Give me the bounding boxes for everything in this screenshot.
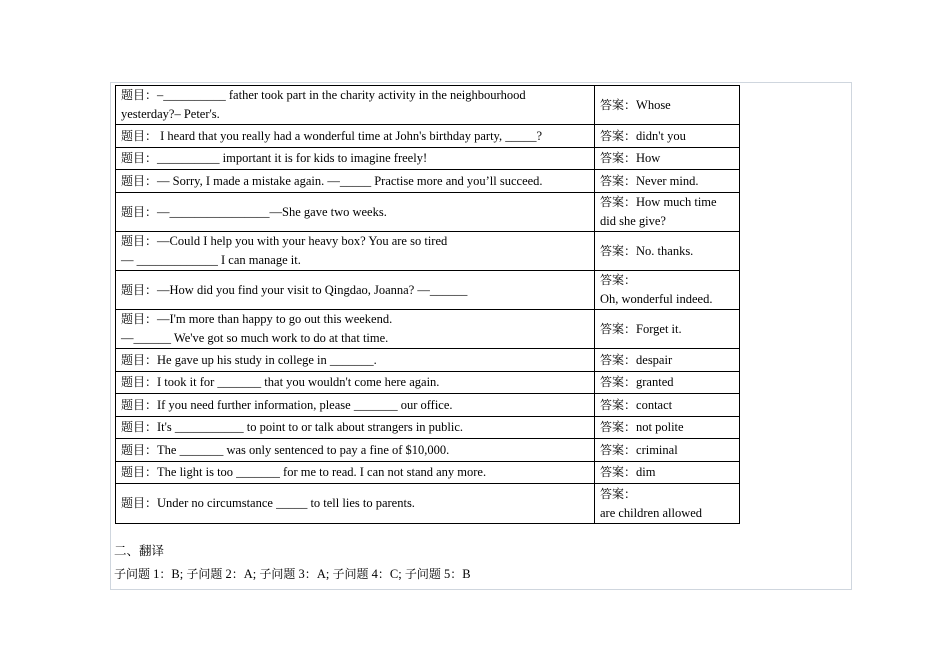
- answer-label: 答案：: [600, 243, 637, 258]
- question-label: 题目：: [121, 204, 158, 219]
- sub-question-prefix: 子问题: [259, 567, 296, 581]
- question-cell: [116, 271, 595, 310]
- question-label: 题目：: [121, 282, 158, 297]
- qa-table-body: [116, 86, 740, 524]
- question-label: 题目：: [121, 88, 158, 102]
- question-text: [121, 463, 589, 482]
- sub-question-colon: ：: [377, 567, 390, 581]
- table-row: [116, 439, 740, 462]
- question-label: 题目：: [121, 465, 158, 479]
- question-cell: [116, 148, 595, 170]
- question-label: 题目：: [121, 173, 158, 188]
- table-row: [116, 394, 740, 417]
- question-line: I took it for _______ that you wouldn't come here again.: [157, 375, 440, 389]
- question-line: —Could I help you with your heavy box? You are so tired: [157, 234, 448, 248]
- sub-question-prefix: 子问题: [186, 567, 223, 581]
- sub-question-item: 子问题 1：B;: [114, 567, 187, 581]
- question-label: 题目：: [121, 312, 158, 326]
- question-line: Under no circumstance _____ to tell lies to parents.: [157, 496, 415, 510]
- answer-text: [600, 320, 734, 339]
- question-line: He gave up his study in college in _______.: [157, 352, 377, 367]
- sub-question-colon: ：: [450, 567, 463, 581]
- question-label: 题目：: [121, 375, 158, 389]
- question-text: [121, 351, 589, 370]
- question-text: [121, 172, 589, 191]
- answer-line: Never mind.: [636, 173, 699, 188]
- table-row: [116, 271, 740, 310]
- sub-question-colon: ：: [159, 567, 172, 581]
- question-text: [121, 149, 589, 168]
- question-cell: [116, 394, 595, 417]
- answer-cell: [595, 484, 740, 524]
- answer-cell: [595, 170, 740, 193]
- sub-question-answers: [114, 565, 471, 582]
- question-label: 题目：: [121, 352, 158, 367]
- sub-question-colon: ：: [231, 567, 244, 581]
- answer-text: [600, 290, 734, 309]
- answer-text: [600, 149, 734, 168]
- question-cell: [116, 372, 595, 394]
- sub-question-answer: A: [243, 567, 253, 581]
- question-label: 题目：: [121, 234, 158, 248]
- question-line: — _____________ I can manage it.: [121, 253, 301, 267]
- answer-cell: [595, 125, 740, 148]
- sub-question-number: 4: [371, 567, 378, 581]
- answer-text: [600, 127, 734, 146]
- question-text: [121, 329, 589, 348]
- answer-label: 答案：: [600, 420, 637, 434]
- question-line: —How did you find your visit to Qingdao, Joanna? —______: [157, 282, 468, 297]
- answer-label: 答案：: [600, 352, 637, 367]
- answer-cell: [595, 271, 740, 310]
- question-label: 题目：: [121, 128, 158, 143]
- sub-question-item: 子问题 2：A;: [186, 567, 260, 581]
- sub-question-item: 子问题 4：C;: [332, 567, 405, 581]
- table-row: [116, 462, 740, 484]
- answer-cell: [595, 462, 740, 484]
- question-label: 题目：: [121, 397, 158, 412]
- answer-cell: [595, 394, 740, 417]
- sub-question-answer: B: [171, 567, 180, 581]
- question-cell: [116, 86, 595, 125]
- question-line: If you need further information, please _______ our office.: [157, 397, 453, 412]
- sub-question-prefix: 子问题: [332, 567, 369, 581]
- answer-cell: [595, 148, 740, 170]
- table-row: [116, 170, 740, 193]
- table-row: [116, 193, 740, 232]
- table-row: [116, 125, 740, 148]
- question-cell: [116, 170, 595, 193]
- answer-cell: [595, 372, 740, 394]
- table-row: [116, 372, 740, 394]
- answer-text: [600, 396, 734, 415]
- answer-text: [600, 212, 734, 231]
- question-text: [121, 127, 589, 146]
- question-text: [121, 396, 589, 415]
- sub-question-item: 子问题 3：A;: [259, 567, 333, 581]
- answer-text: [600, 418, 734, 437]
- answer-line: granted: [636, 375, 674, 389]
- question-line: __________ important it is for kids to imagine freely!: [157, 151, 428, 165]
- question-cell: [116, 484, 595, 524]
- question-text: [121, 418, 589, 437]
- answer-line: not polite: [636, 420, 684, 434]
- answer-text: [600, 463, 734, 482]
- sub-question-prefix: 子问题: [404, 567, 441, 581]
- sub-question-number: 1: [153, 567, 160, 581]
- answer-line: No. thanks.: [636, 243, 694, 258]
- answer-text: [600, 373, 734, 392]
- answer-label: 答案：: [600, 465, 637, 479]
- question-text: [121, 281, 589, 300]
- answer-label: 答案：: [600, 486, 637, 501]
- question-text: [121, 232, 589, 251]
- answer-cell: [595, 417, 740, 439]
- sub-question-answer: B: [462, 567, 471, 581]
- sub-question-colon: ：: [304, 567, 317, 581]
- question-cell: [116, 193, 595, 232]
- question-text: [121, 310, 589, 329]
- question-line: yesterday?– Peter's.: [121, 107, 220, 121]
- answer-label: 答案：: [600, 97, 637, 112]
- sub-question-prefix: 子问题: [114, 567, 151, 581]
- answer-label: 答案：: [600, 442, 637, 457]
- answer-label: 答案：: [600, 397, 637, 412]
- answer-line: did she give?: [600, 214, 666, 228]
- answer-line: dim: [636, 465, 656, 479]
- answer-text: [600, 441, 734, 460]
- answer-line: How much time: [636, 195, 717, 209]
- answer-label: 答案：: [600, 321, 637, 336]
- question-line: —________________—She gave two weeks.: [157, 204, 387, 219]
- answer-line: didn't you: [636, 128, 686, 143]
- table-row: [116, 86, 740, 125]
- answer-label: 答案：: [600, 128, 637, 143]
- answer-cell: [595, 232, 740, 271]
- answer-text: [600, 172, 734, 191]
- question-cell: [116, 439, 595, 462]
- question-label: 题目：: [121, 442, 158, 457]
- table-row: [116, 417, 740, 439]
- question-label: 题目：: [121, 496, 158, 510]
- answer-text: [600, 242, 734, 261]
- answer-label: 答案：: [600, 173, 637, 188]
- sub-question-item: [405, 567, 471, 581]
- answer-line: How: [636, 151, 661, 165]
- sub-question-number: 3: [298, 567, 305, 581]
- question-cell: [116, 462, 595, 484]
- answer-label: 答案：: [600, 375, 637, 389]
- question-text: [121, 494, 589, 513]
- answer-text: [600, 271, 734, 290]
- answer-line: despair: [636, 352, 673, 367]
- answer-label: 答案：: [600, 151, 637, 165]
- section-title: 二、翻译: [114, 543, 165, 558]
- question-cell: [116, 417, 595, 439]
- sub-question-answer: C: [389, 567, 399, 581]
- answer-label: 答案：: [600, 273, 637, 287]
- question-label: 题目：: [121, 420, 158, 434]
- question-line: The _______ was only sentenced to pay a fine of $10,000.: [157, 442, 450, 457]
- answer-text: [600, 193, 734, 212]
- qa-table: [115, 85, 740, 524]
- table-row: [116, 349, 740, 372]
- question-cell: [116, 310, 595, 349]
- answer-line: are children allowed: [600, 505, 703, 520]
- answer-cell: [595, 439, 740, 462]
- question-text: [121, 251, 589, 270]
- sub-question-number: 5: [443, 567, 451, 581]
- answer-text: [600, 485, 734, 504]
- answer-line: contact: [636, 397, 673, 412]
- question-label: 题目：: [121, 151, 158, 165]
- answer-line: Whose: [636, 97, 671, 112]
- question-line: —I'm more than happy to go out this weekend.: [157, 312, 393, 326]
- answer-cell: [595, 310, 740, 349]
- answer-text: [600, 504, 734, 523]
- question-text: [121, 86, 589, 105]
- table-row: [116, 310, 740, 349]
- answer-line: Oh, wonderful indeed.: [600, 292, 713, 306]
- question-cell: [116, 349, 595, 372]
- answer-text: [600, 351, 734, 370]
- question-text: [121, 441, 589, 460]
- question-cell: [116, 125, 595, 148]
- answer-line: criminal: [636, 442, 678, 457]
- question-line: —______ We've got so much work to do at that time.: [121, 331, 389, 345]
- question-text: [121, 105, 589, 124]
- answer-cell: [595, 86, 740, 125]
- question-line: The light is too _______ for me to read. I can not stand any more.: [157, 465, 487, 479]
- table-row: [116, 232, 740, 271]
- sub-question-answer: A: [316, 567, 326, 581]
- answer-text: [600, 96, 734, 115]
- answer-line: Forget it.: [636, 321, 682, 336]
- sub-question-number: 2: [225, 567, 232, 581]
- question-line: — Sorry, I made a mistake again. —_____ Practise more and you’ll succeed.: [157, 173, 543, 188]
- answer-cell: [595, 193, 740, 232]
- question-text: [121, 203, 589, 222]
- table-row: [116, 484, 740, 524]
- question-line: I heard that you really had a wonderful time at John's birthday party, _____?: [157, 128, 543, 143]
- answer-label: 答案：: [600, 195, 637, 209]
- question-line: It's ___________ to point to or talk about strangers in public.: [157, 420, 464, 434]
- question-cell: [116, 232, 595, 271]
- table-row: [116, 148, 740, 170]
- question-line: –__________ father took part in the charity activity in the neighbourhood: [157, 88, 526, 102]
- question-text: [121, 373, 589, 392]
- answer-cell: [595, 349, 740, 372]
